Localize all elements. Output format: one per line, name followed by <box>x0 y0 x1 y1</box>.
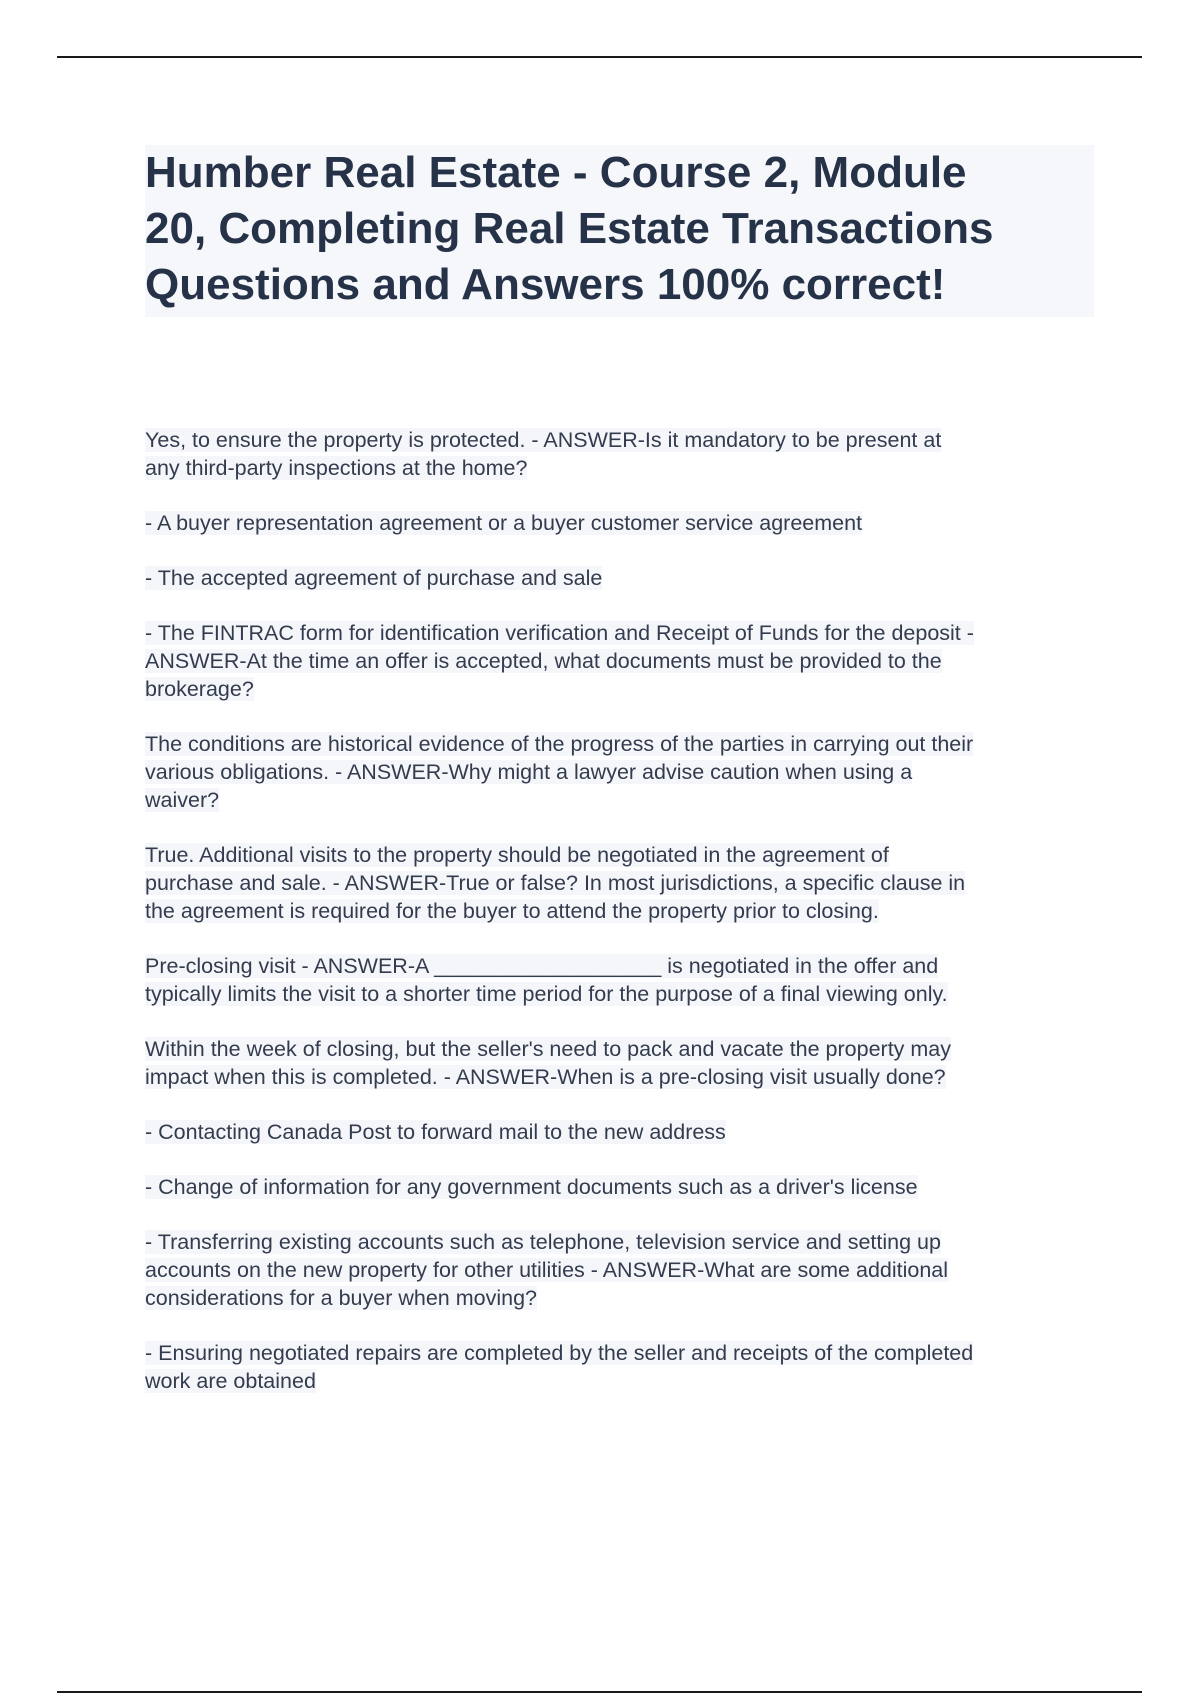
qa-line <box>145 675 1085 703</box>
qa-item <box>145 730 1085 814</box>
qa-item <box>145 1173 1085 1201</box>
qa-text: work are obtained <box>145 1369 316 1393</box>
qa-text: typically limits the visit to a shorter time period for the purpose of a final viewing only. <box>145 982 948 1006</box>
qa-item <box>145 619 1085 703</box>
qa-line <box>145 426 1085 454</box>
qa-line <box>145 509 1085 537</box>
qa-line <box>145 897 1085 925</box>
qa-item <box>145 1035 1085 1091</box>
qa-text: considerations for a buyer when moving? <box>145 1286 537 1310</box>
qa-text: - The accepted agreement of purchase and sale <box>145 566 603 590</box>
qa-line <box>145 619 1085 647</box>
qa-item <box>145 564 1085 592</box>
qa-line <box>145 454 1085 482</box>
qa-text: Yes, to ensure the property is protected. - ANSWER-Is it mandatory to be present at <box>145 428 942 452</box>
title-line: Humber Real Estate - Course 2, Module <box>145 148 967 197</box>
qa-item <box>145 1118 1085 1146</box>
bottom-divider <box>57 1691 1142 1693</box>
qa-line <box>145 952 1085 980</box>
qa-text: any third-party inspections at the home? <box>145 456 528 480</box>
qa-line <box>145 786 1085 814</box>
qa-text: ANSWER-At the time an offer is accepted, what documents must be provided to the <box>145 649 942 673</box>
qa-line <box>145 730 1085 758</box>
qa-item <box>145 841 1085 925</box>
qa-text: - Contacting Canada Post to forward mail to the new address <box>145 1120 726 1144</box>
qa-item <box>145 1228 1085 1312</box>
qa-text: - A buyer representation agreement or a buyer customer service agreement <box>145 511 863 535</box>
qa-text: the agreement is required for the buyer to attend the property prior to closing. <box>145 899 879 923</box>
qa-line <box>145 758 1085 786</box>
title-line: 20, Completing Real Estate Transactions <box>145 204 994 253</box>
qa-line <box>145 869 1085 897</box>
qa-text: waiver? <box>145 788 220 812</box>
qa-text: True. Additional visits to the property should be negotiated in the agreement of <box>145 843 889 867</box>
qa-line <box>145 1339 1085 1367</box>
qa-line <box>145 1284 1085 1312</box>
qa-line <box>145 1256 1085 1284</box>
qa-line <box>145 1228 1085 1256</box>
top-divider <box>57 56 1142 58</box>
qa-line <box>145 1118 1085 1146</box>
qa-line <box>145 1063 1085 1091</box>
qa-item <box>145 1339 1085 1395</box>
qa-item <box>145 952 1085 1008</box>
qa-item <box>145 509 1085 537</box>
qa-list <box>145 426 1085 1422</box>
qa-text: Within the week of closing, but the seller's need to pack and vacate the property may <box>145 1037 952 1061</box>
qa-text: The conditions are historical evidence of the progress of the parties in carrying out their <box>145 732 974 756</box>
qa-text: - Ensuring negotiated repairs are completed by the seller and receipts of the completed <box>145 1341 974 1365</box>
qa-line <box>145 1173 1085 1201</box>
qa-text: impact when this is completed. - ANSWER-When is a pre-closing visit usually done? <box>145 1065 946 1089</box>
qa-text: - Change of information for any government documents such as a driver's license <box>145 1175 918 1199</box>
qa-text: accounts on the new property for other utilities - ANSWER-What are some additional <box>145 1258 949 1282</box>
qa-text: purchase and sale. - ANSWER-True or false? In most jurisdictions, a specific clause in <box>145 871 966 895</box>
qa-line <box>145 1367 1085 1395</box>
title-line: Questions and Answers 100% correct! <box>145 260 946 309</box>
qa-text: various obligations. - ANSWER-Why might a lawyer advise caution when using a <box>145 760 913 784</box>
document-title <box>145 145 1094 317</box>
qa-line <box>145 841 1085 869</box>
qa-line <box>145 980 1085 1008</box>
qa-line <box>145 1035 1085 1063</box>
qa-text: - The FINTRAC form for identification verification and Receipt of Funds for the deposit - <box>145 621 974 645</box>
qa-text: - Transferring existing accounts such as telephone, television service and setting up <box>145 1230 941 1254</box>
qa-text: Pre-closing visit - ANSWER-A ___________________ is negotiated in the offer and <box>145 954 939 978</box>
qa-text: brokerage? <box>145 677 254 701</box>
qa-line <box>145 647 1085 675</box>
qa-item <box>145 426 1085 482</box>
qa-line <box>145 564 1085 592</box>
